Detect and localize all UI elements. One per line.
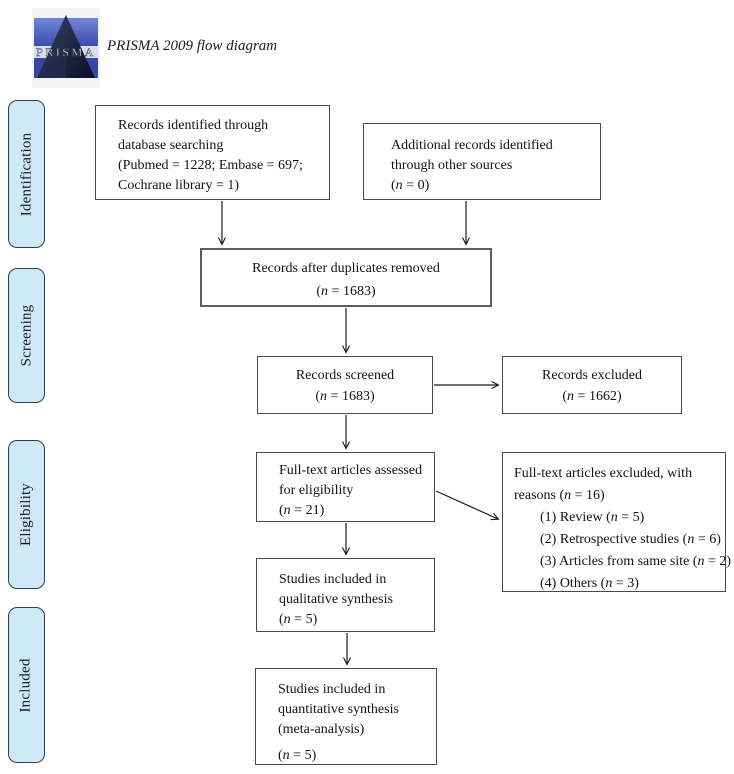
box-qualitative-synthesis [256,558,435,632]
box-text-line: Additional records identified [391,138,553,153]
box-text-line: (4) Others (n = 3) [540,576,639,591]
fulltext-excluded-reasons [540,507,732,595]
box-text-line: (n = 5) [279,612,318,627]
logo-wordmark: PRISMA [36,45,96,59]
phase-label-eligibility [8,440,45,589]
phase-label-included-text: Included [18,657,35,713]
box-text-line: Full-text articles excluded, with [514,466,693,481]
box-text-line: Studies included in [278,682,386,697]
box-text-line: Records after duplicates removed [252,261,440,276]
box-text-line: (3) Articles from same site (n = 2) [540,554,732,569]
box-quantitative-synthesis [255,668,437,765]
box-text-line: (n = 21) [279,503,325,518]
box-records-identified [95,105,330,200]
box-text-line: quantitative synthesis [278,702,399,717]
box-text-line: (n = 1683) [315,389,375,404]
box-text-line: Records screened [295,368,395,383]
prisma-logo [32,8,100,88]
box-text-line: Studies included in [279,572,387,587]
box-text-line: (n = 0) [391,178,430,193]
phase-label-identification-text: Identification [18,132,35,216]
box-text-line: qualitative synthesis [279,592,393,607]
diagram-title: PRISMA 2009 flow diagram [107,38,278,54]
box-text-line: Cochrane library = 1) [118,178,240,193]
box-text-line: (n = 1683) [316,284,376,299]
phase-label-included [8,607,45,763]
box-additional-records [363,123,601,200]
box-text-line: Full-text articles assessed [279,463,423,478]
box-text-line: Records identified through [118,118,269,133]
box-text-line: through other sources [391,158,513,173]
box-duplicates-removed [200,248,492,307]
box-text-line: (1) Review (n = 5) [540,510,645,525]
phase-label-screening-text: Screening [18,304,34,367]
box-text-line: Records excluded [542,368,642,383]
box-text-line: (n = 5) [278,748,317,763]
box-text-line: database searching [118,138,224,153]
box-text-line: (n = 1662) [562,389,622,404]
box-records-excluded [502,356,682,414]
arrow-fulltext-to-ftexcluded [436,491,498,519]
box-fulltext-excluded [502,452,732,592]
fulltext-excluded-header [514,463,721,507]
box-text-line: (meta-analysis) [278,722,365,737]
phase-label-screening [8,268,45,403]
phase-label-eligibility-text: Eligibility [18,482,35,547]
phase-label-identification [8,100,45,248]
box-text-line: reasons (n = 16) [514,488,605,503]
box-text-line: (Pubmed = 1228; Embase = 697; [118,158,303,173]
box-fulltext-assessed [256,452,435,522]
box-text-line: for eligibility [279,483,354,498]
box-text-line: (2) Retrospective studies (n = 6) [540,532,721,547]
box-records-screened [257,356,433,414]
